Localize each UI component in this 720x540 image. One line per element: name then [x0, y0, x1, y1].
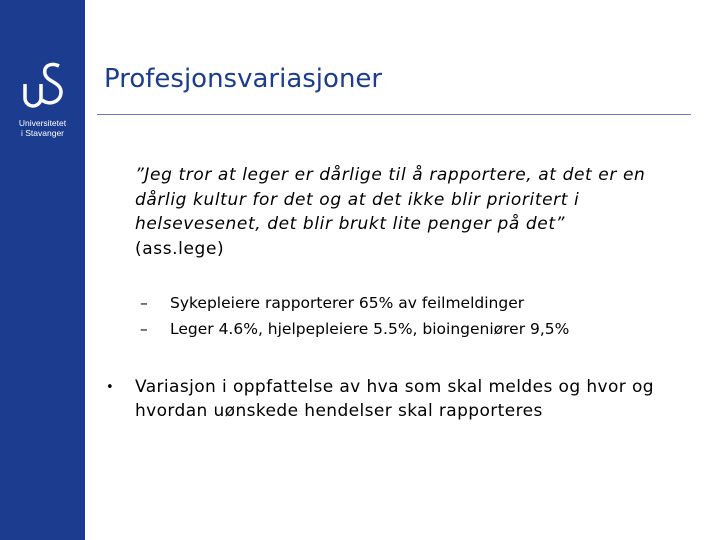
- university-logo: [0, 60, 85, 138]
- logo-text-line1: Universitetet: [18, 118, 67, 128]
- uis-logo-icon: [15, 60, 71, 112]
- list-item: [140, 316, 700, 342]
- slide-title: Profesjonsvariasjoner: [104, 64, 383, 94]
- bullet-text: Variasjon i oppfattelse av hva som skal meldes og hvor og hvordan uønskede hendelser skal rapporteres: [135, 377, 654, 421]
- bullet-item: [106, 376, 696, 423]
- logo-text-line2: i Stavanger: [21, 128, 64, 138]
- sidebar: [0, 0, 85, 540]
- title-divider: [97, 114, 691, 115]
- sub-list: [140, 290, 700, 342]
- sub-item-text: Sykepleiere rapporterer 65% av feilmeldinger: [170, 294, 525, 312]
- bullet-marker: •: [106, 380, 115, 395]
- dash-marker: –: [140, 294, 148, 312]
- dash-marker: –: [140, 320, 148, 338]
- sub-item-text: Leger 4.6%, hjelpepleiere 5.5%, bioingeniører 9,5%: [170, 320, 570, 338]
- quote-source: (ass.lege): [135, 238, 225, 259]
- quote-text: ”Jeg tror at leger er dårlige til å rapportere, at det er en dårlig kultur for det og at det ikke blir prioritert i helsevesenet, det blir brukt lite penger på det”: [135, 165, 646, 234]
- quote-block: [135, 163, 695, 261]
- list-item: [140, 290, 700, 316]
